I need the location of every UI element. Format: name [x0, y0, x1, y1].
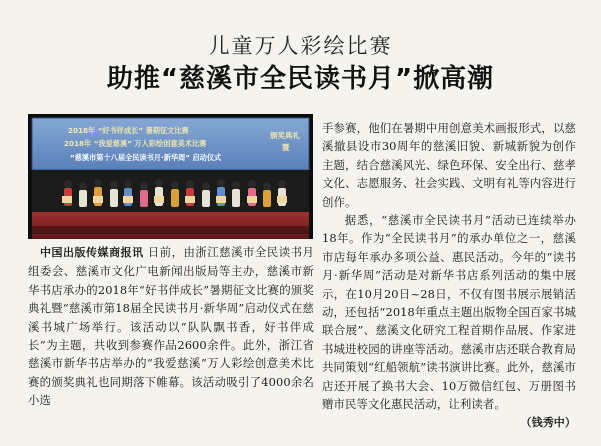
right-paragraph-2-text: 据悉，“慈溪市全民读书月”活动已连续举办18年。作为“全民读书月”的承办单位之一，慈溪市店每年承办多项公益、惠民活动。今年的“读书月·新华周”活动是对新华书店系列活动的集中展示，在10月20日~28日，不仅有图书展示展销活动，还包括“2018年重点主题出版物全国百家书城联合展”、慈溪文化研究工程首期作品展、作家进书城进校园的讲座等活动。慈溪市店还联合教育局共同策划“红船领航”读书演讲比赛。此外，慈溪市店还开展了换书大会、10万微信红包、万册图书赠市民等文化惠民活动，让利读者。	[322, 213, 576, 412]
banner-line-3: “慈溪市第十八届全民读书月·新华周” 启动仪式	[70, 153, 222, 162]
stage-floor	[32, 212, 309, 239]
article-body-left	[28, 243, 314, 410]
banner-line-2: 2018年 “我爱慈溪” 万人彩绘创意美术比赛	[64, 139, 207, 148]
right-paragraph-2	[322, 211, 576, 429]
left-body-text: 日前，由浙江慈溪市全民读书月组委会、慈溪市文化广电新闻出版局等主办，慈溪市新华书店承办的2018年“好书伴成长”暑期征文比赛的颁奖典礼暨“慈溪市第18届全民读书月·新华周”启动仪式在慈溪书城广场举行。该活动以“队队飘书香，好书伴成长”为主题，共收到参赛作品2600余件。此外，浙江省慈溪市新华书店举办的“我爱慈溪”万人彩绘创意美术比赛的颁奖典礼也同期落下帷幕。该活动吸引了4000余名小选	[28, 245, 314, 408]
byline: （钱秀中）	[520, 415, 576, 429]
article-kicker: 儿童万人彩绘比赛	[208, 34, 393, 58]
article-body-right	[322, 119, 576, 432]
event-photo-illustration	[28, 114, 313, 239]
source-label: 中国出版传媒商报讯	[40, 246, 144, 259]
article-headline: 助推“慈溪市全民读书月”掀高潮	[106, 64, 495, 94]
banner-line-1: 2018年 “好书伴成长” 暑期征文比赛	[68, 126, 189, 135]
right-paragraph-1: 手参赛，他们在暑期中用创意美术画报形式，以慈溪撤县设市30周年的慈溪旧貌、新城新貌为创作主题，结合慈溪风光、绿色环保、安全出行、慈孝文化、志愿服务、社会实践、文明有礼等内容进行创作。	[322, 121, 576, 209]
banner-right-2: 暨	[282, 143, 290, 152]
event-photo	[28, 114, 313, 239]
banner-right-1: 颁奖典礼	[270, 131, 300, 140]
